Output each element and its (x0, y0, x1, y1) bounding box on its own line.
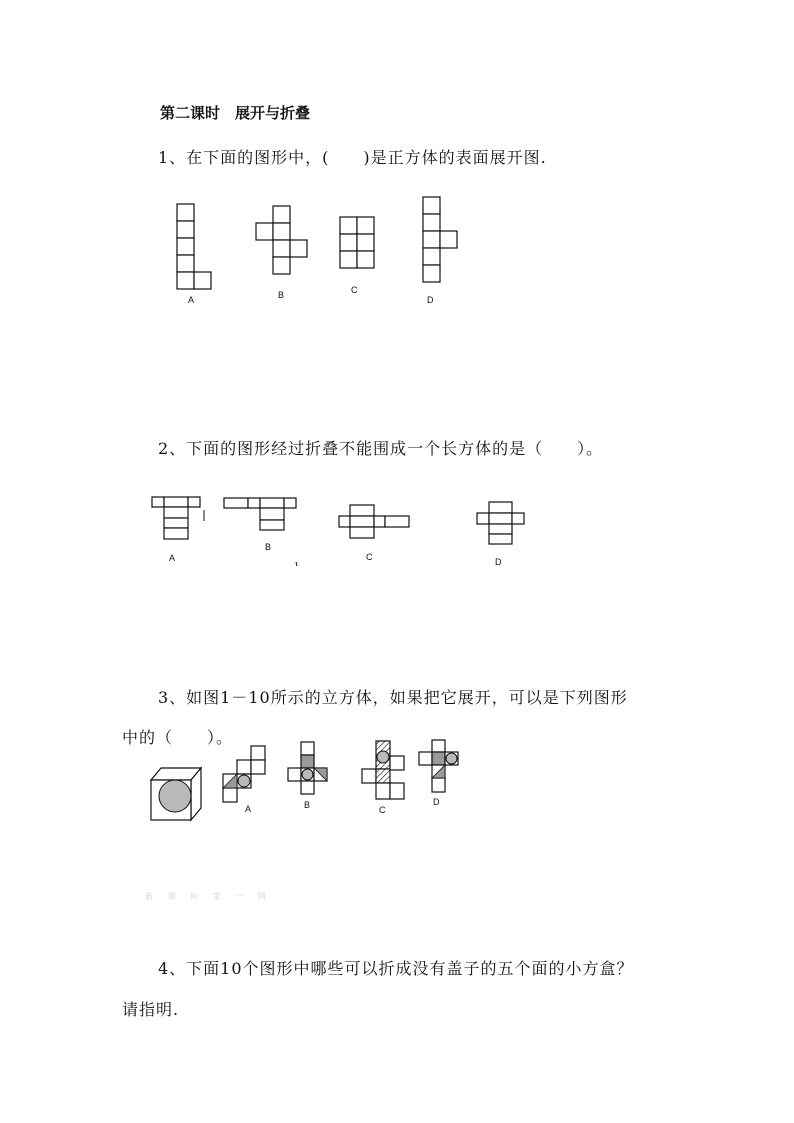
q2-net-b (224, 498, 297, 566)
q3-net-a (223, 746, 265, 802)
q2-option-d-label: D (495, 557, 502, 567)
q3-option-d-label: D (433, 797, 440, 807)
q3-net-c (362, 741, 404, 799)
question-4-text: 4、下面10个图形中哪些可以折成没有盖子的五个面的小方盒？ (158, 959, 634, 978)
q3-cube-figure (151, 768, 201, 820)
question-3-text-continued: 中的（ ）。 (122, 728, 234, 747)
watermark-text: 新 课 标 第 一 网 (145, 892, 272, 901)
q2-net-a (152, 497, 204, 539)
question-1-text: 1、在下面的图形中，( )是正方体的表面展开图. (158, 148, 547, 167)
q3-option-b-label: B (304, 800, 311, 810)
q1-net-a (177, 204, 211, 289)
q3-net-b (288, 742, 327, 794)
q1-option-c-label: C (351, 285, 358, 295)
q2-option-c-label: C (366, 552, 373, 562)
q2-net-d (477, 502, 524, 544)
q1-net-c (340, 217, 374, 268)
q1-option-a-label: A (188, 295, 195, 305)
q3-net-d (419, 740, 458, 792)
page-title: 第二课时 展开与折叠 (160, 104, 311, 122)
q1-option-b-label: B (278, 290, 285, 300)
q2-net-c (339, 505, 409, 538)
q2-option-a-label: A (169, 553, 176, 563)
q1-net-d (423, 197, 457, 282)
q2-option-b-label: B (265, 542, 272, 552)
q1-net-b (256, 206, 307, 274)
question-2-text: 2、下面的图形经过折叠不能围成一个长方体的是（ ）。 (158, 439, 604, 458)
question-4-text-continued: 请指明. (122, 1000, 180, 1019)
q3-option-a-label: A (245, 804, 252, 814)
q3-option-c-label: C (379, 805, 386, 815)
q1-option-d-label: D (427, 295, 434, 305)
question-3-text: 3、如图1－10所示的立方体，如果把它展开，可以是下列图形 (158, 688, 628, 707)
